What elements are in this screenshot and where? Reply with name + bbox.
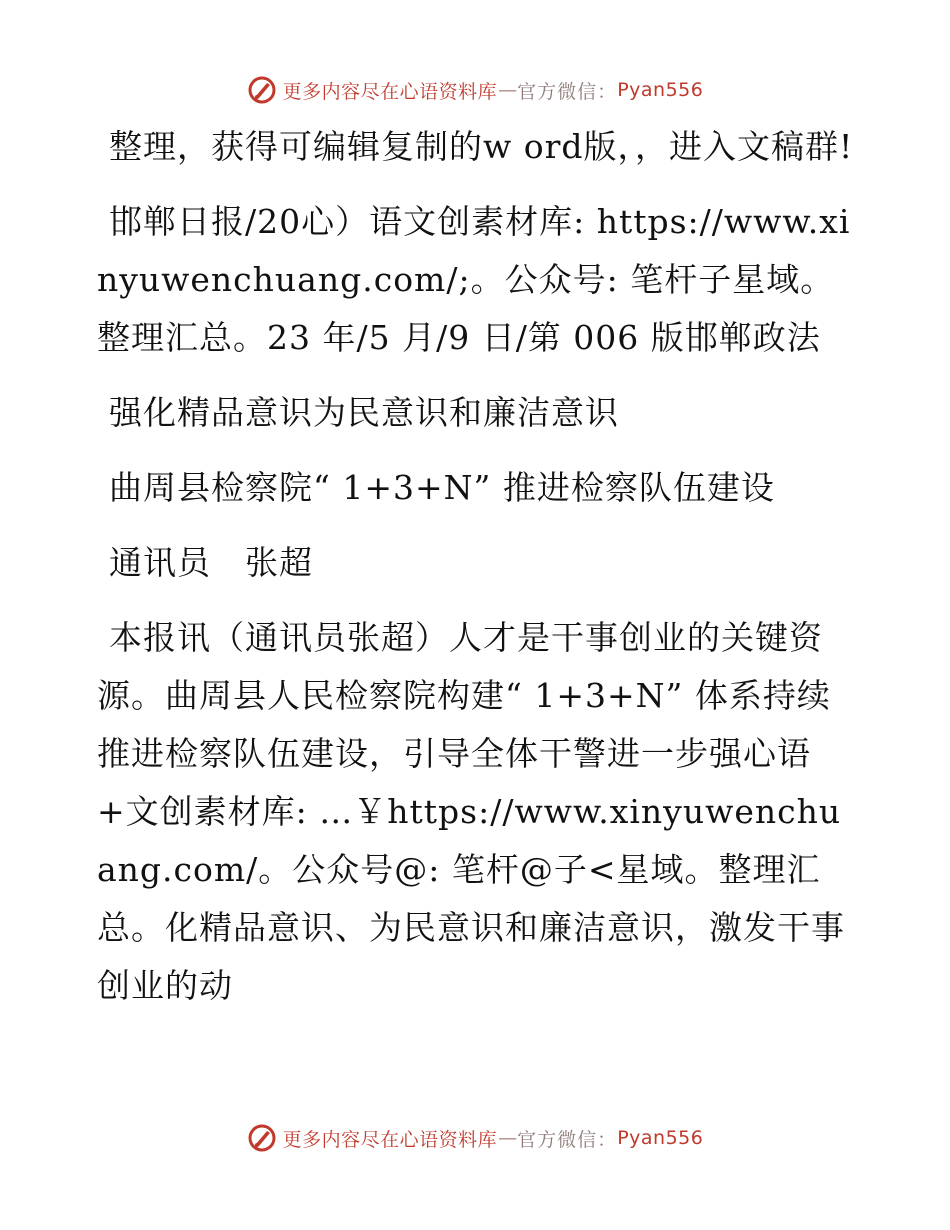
watermark-wechat-id: Pyan556 <box>617 79 704 101</box>
watermark-official-label: 官方微信： <box>517 80 618 103</box>
document-body <box>97 118 857 1032</box>
watermark-official-label: 官方微信： <box>517 1128 618 1151</box>
article-title: 曲周县检察院“ 1+3+N” 推进检察队伍建设 <box>109 468 775 507</box>
paragraph-source: 邯郸日报/20心）语文创素材库: https://www.xinyuwenchuang.com/;。公众号: 笔杆子星域。整理汇总。23 年/5 月/9 日/第 006 版邯郸政法 <box>97 202 851 357</box>
watermark-wechat-id: Pyan556 <box>617 1127 704 1149</box>
brush-circle-logo-icon <box>247 1123 277 1153</box>
paragraph-intro: 整理，获得可编辑复制的w ord版，，进入文稿群! <box>109 127 854 166</box>
brush-circle-logo-icon <box>247 75 277 105</box>
article-byline: 通讯员 张超 <box>109 543 313 582</box>
footer-watermark <box>0 1118 950 1158</box>
article-subtitle: 强化精品意识为民意识和廉洁意识 <box>109 393 619 432</box>
watermark-main-text: 更多内容尽在心语资料库 <box>282 80 498 103</box>
header-watermark <box>0 70 950 110</box>
watermark-separator: — <box>498 79 517 101</box>
paragraph-body: 本报讯（通讯员张超）人才是干事创业的关键资源。曲周县人民检察院构建“ 1+3+N” 体系持续推进检察队伍建设，引导全体干警进一步强心语+文创素材库: …￥https://www.xinyuwenchuang.com/。公众号@: 笔杆@子<星域。整理汇总。化精品意识、为民意识和廉洁意识，激发干事创业的动 <box>97 618 845 1005</box>
watermark-main-text: 更多内容尽在心语资料库 <box>282 1128 498 1151</box>
watermark-separator: — <box>498 1127 517 1149</box>
